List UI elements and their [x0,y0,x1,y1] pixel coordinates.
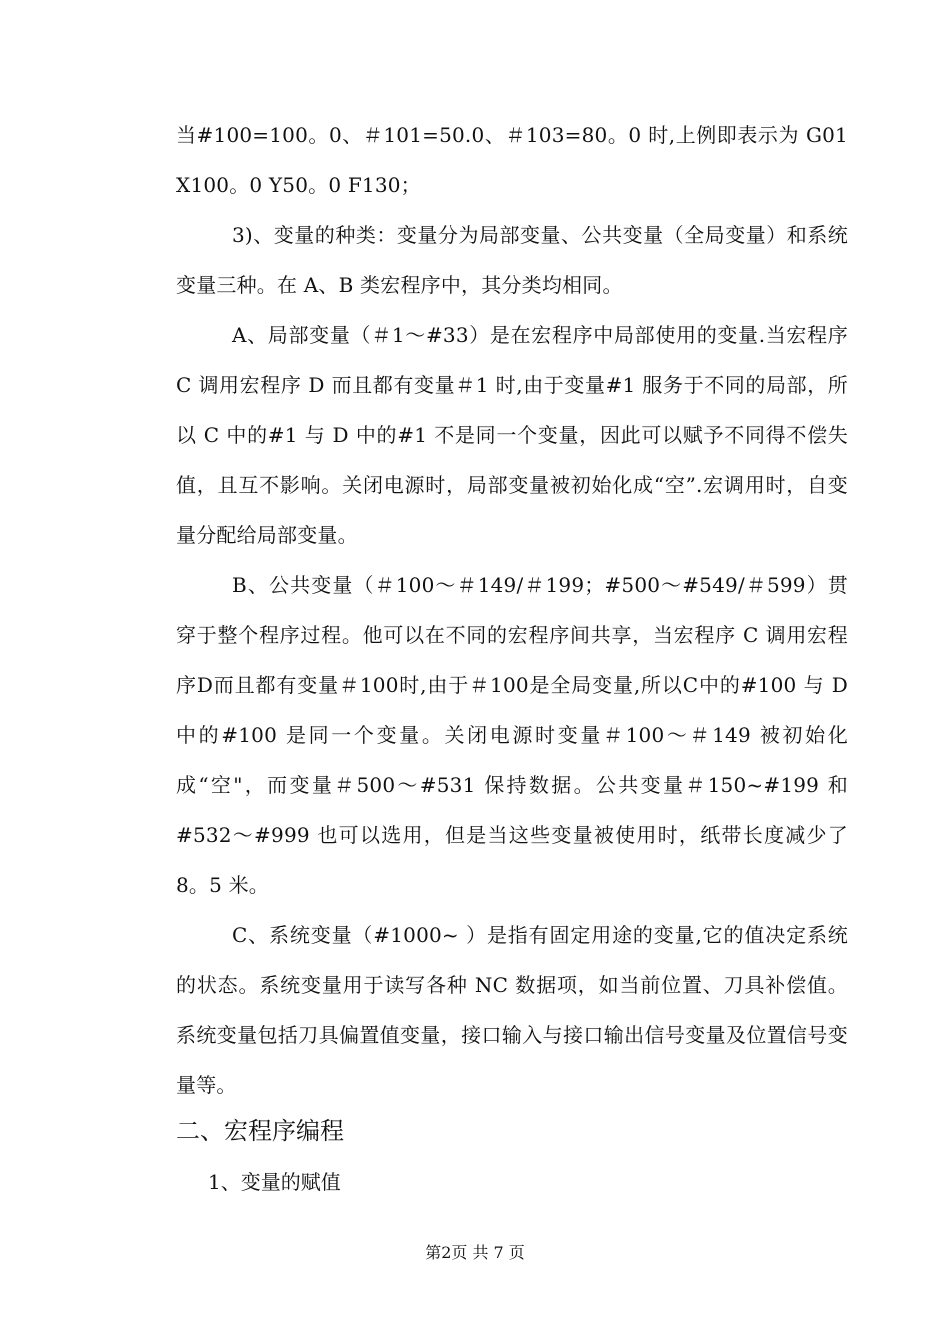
paragraph-variable-example: 当#100=100。0、＃101=50.0、＃103=80。0 时,上例即表示为 G01 X100。0 Y50。0 F130； [176,123,848,197]
section-heading: 二、宏程序编程 [176,1117,344,1145]
page-footer: 第2页 共 7 页 [425,1243,525,1262]
subsection-heading: 1、变量的赋值 [208,1170,341,1194]
paragraph-common-variables: B、公共变量（＃100～＃149/＃199；#500～#549/＃599）贯穿于整个程序过程。他可以在不同的宏程序间共享，当宏程序 C 调用宏程序D而且都有变量＃100时,由于＃100是全局变量,所以C中的#100 与 D 中的#100 是同一个变量。关闭电源时变量＃100～＃149 被初始化成“空"，而变量＃500～#531 保持数据。公共变量＃150~#199 和#532～#999 也可以选用，但是当这些变量被使用时，纸带长度减少了 8。5 米。 [176,573,848,897]
paragraph-variable-types: 3)、变量的种类：变量分为局部变量、公共变量（全局变量）和系统变量三种。在 A、B 类宏程序中，其分类均相同。 [176,223,848,297]
paragraph-system-variables: C、系统变量（#1000~ ）是指有固定用途的变量,它的值决定系统的状态。系统变量用于读写各种 NC 数据项，如当前位置、刀具补偿值。系统变量包括刀具偏置值变量，接口输入与接口输出信号变量及位置信号变量等。 [176,923,848,1097]
paragraph-local-variables: A、局部变量（＃1～#33）是在宏程序中局部使用的变量.当宏程序 C 调用宏程序 D 而且都有变量＃1 时,由于变量#1 服务于不同的局部，所以 C 中的#1 与 D 中的#1 不是同一个变量，因此可以赋予不同得不偿失值，且互不影响。关闭电源时，局部变量被初始化成“空”.宏调用时，自变量分配给局部变量。 [176,323,848,547]
